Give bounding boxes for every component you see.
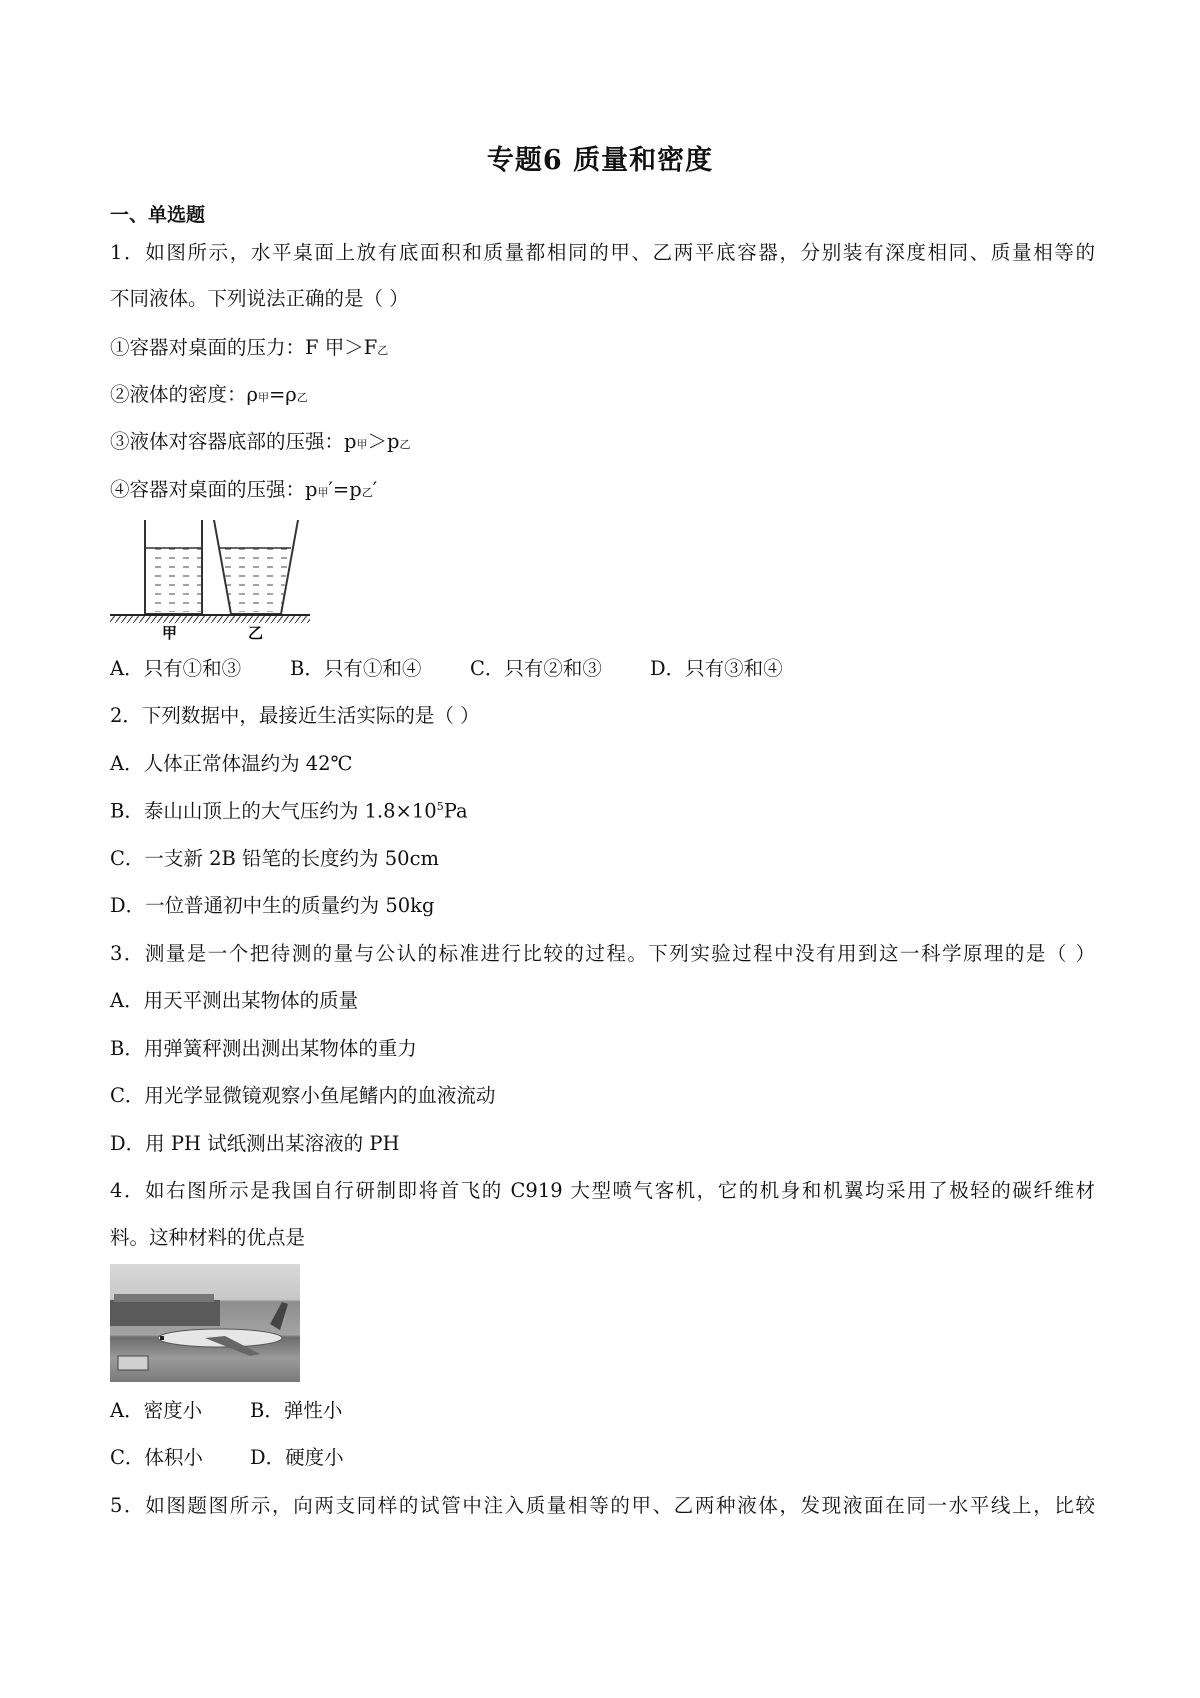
q4-option-a: A．密度小: [110, 1399, 203, 1422]
q1-options: [110, 659, 783, 679]
q1-option-a: A．只有①和③: [110, 657, 242, 680]
container-jia-liquid: [147, 548, 201, 612]
fig-label-yi: 乙: [248, 624, 264, 640]
q3-option-b: B．用弹簧秤测出测出某物体的重力: [110, 1037, 417, 1060]
q1-s4-mid: ′=p: [328, 478, 362, 501]
q4-options-row1: [110, 1401, 342, 1421]
q2-option-d: D．一位普通初中生的质量约为 50kg: [110, 894, 435, 917]
q1-s4-text: ④容器对桌面的压强：p: [110, 478, 318, 501]
q1-s2-sub1: 甲: [257, 391, 269, 404]
q4-options-row2: [110, 1448, 344, 1468]
q1-statement-2: [110, 385, 308, 405]
q4-option-d: D．硬度小: [250, 1446, 344, 1469]
q2-option-b: [110, 801, 468, 821]
q3-option-d: D．用 PH 试纸测出某溶液的 PH: [110, 1132, 400, 1155]
q2-stem: 2．下列数据中，最接近生活实际的是（ ）: [110, 704, 480, 727]
q1-s3-text: ③液体对容器底部的压强：p: [110, 430, 357, 453]
q4-stem-line2: 料。这种材料的优点是: [110, 1226, 306, 1249]
q1-stem-line2: 不同液体。下列说法正确的是（ ）: [110, 287, 409, 310]
q1-s2-mid: =ρ: [268, 383, 297, 406]
q4-stem-line1: 4．如右图所示是我国自行研制即将首飞的 C919 大型喷气客机，它的机身和机翼均采用了极轻的碳纤维材: [110, 1179, 1095, 1202]
q1-statement-4: [110, 480, 377, 500]
q2-b-sup: 5: [436, 800, 444, 813]
q1-s2-sub2: 乙: [296, 391, 308, 404]
q1-option-b: B．只有①和④: [290, 657, 422, 680]
page-title: 专题6 质量和密度: [486, 145, 714, 176]
q3-option-a: A．用天平测出某物体的质量: [110, 989, 359, 1012]
q3-stem: 3．测量是一个把待测的量与公认的标准进行比较的过程。下列实验过程中没有用到这一科学原理的是（ ）: [110, 942, 1095, 965]
q1-s4-sub1: 甲: [317, 486, 329, 499]
q1-s3-sub1: 甲: [356, 438, 368, 451]
q1-option-d: D．只有③和④: [650, 657, 783, 680]
q1-option-c: C．只有②和③: [470, 657, 602, 680]
section-heading: 一、单选题: [110, 204, 206, 226]
q5-stem-line1: 5．如图题图所示，向两支同样的试管中注入质量相等的甲、乙两种液体，发现液面在同一水平线上，比较: [110, 1494, 1095, 1517]
fig-label-jia: 甲: [162, 624, 178, 640]
aircraft-photo: [110, 1264, 300, 1382]
q1-statement-1: [110, 338, 388, 358]
q1-s2-text: ②液体的密度：ρ: [110, 383, 258, 406]
q1-s3-mid: ＞p: [367, 430, 400, 453]
q4-option-c: C．体积小: [110, 1446, 203, 1469]
q1-s3-sub2: 乙: [399, 438, 411, 451]
q2-option-c: C．一支新 2B 铅笔的长度约为 50cm: [110, 847, 439, 870]
container-yi-liquid: [221, 548, 290, 612]
containers-figure: [110, 518, 310, 640]
q3-option-c: C．用光学显微镜观察小鱼尾鳍内的血液流动: [110, 1084, 496, 1107]
q1-s1-text: ①容器对桌面的压力：F 甲＞F: [110, 336, 378, 359]
q1-statement-3: [110, 432, 410, 452]
aircraft-photo-art: [110, 1264, 300, 1382]
q1-stem-line1: 1．如图所示，水平桌面上放有底面积和质量都相同的甲、乙两平底容器，分别装有深度相同、质量相等的: [110, 241, 1095, 264]
q1-s1-sub: 乙: [377, 344, 389, 357]
q2-option-a: A．人体正常体温约为 42℃: [110, 752, 353, 775]
tabletop-hatch: [110, 616, 310, 623]
q2-b-post: Pa: [443, 799, 468, 823]
q1-s4-sub2: 乙: [361, 486, 373, 499]
q2-b-pre: B．泰山山顶上的大气压约为 1.8×10: [110, 799, 437, 823]
q1-s4-end: ′: [372, 478, 378, 501]
q4-option-b: B．弹性小: [250, 1399, 343, 1422]
